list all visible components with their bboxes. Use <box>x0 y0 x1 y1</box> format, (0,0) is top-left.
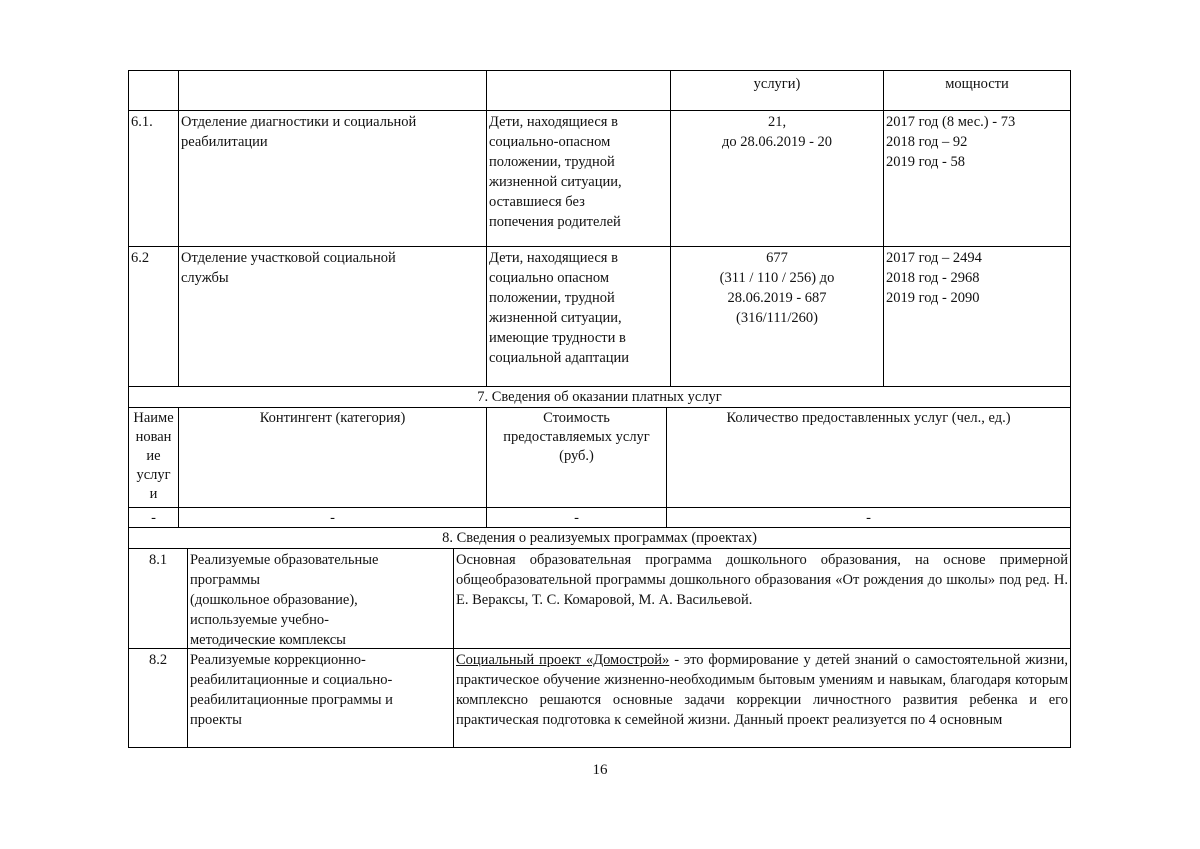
row-6-1-count: 21, до 28.06.2019 - 20 <box>670 110 884 247</box>
row-6-2-num: 6.2 <box>128 246 179 387</box>
row-8-2-text <box>453 648 1071 748</box>
project-title: Социальный проект «Домострой» <box>456 652 670 668</box>
section-7-empty-quantity: - <box>666 507 1071 528</box>
section-7-col-contingent: Контингент (категория) <box>178 407 487 508</box>
row-6-1-name: Отделение диагностики и социальной реабилитации <box>178 110 487 247</box>
project-description: - это формирование у детей знаний о самостоятельной жизни, практическое обучение жизненно-необходимым бытовым умениям и навыкам, благодаря которым комплексно решаются основные задачи коррекции личностного развития ребенка и его практическая подготовка к семейной жизни. Данный проект реализуется по 4 основным <box>456 652 1068 728</box>
section-7-empty-cost: - <box>486 507 667 528</box>
row-6-1-num: 6.1. <box>128 110 179 247</box>
section-7-col-cost: Стоимость предоставляемых услуг (руб.) <box>486 407 667 508</box>
section-7-title: 7. Сведения об оказании платных услуг <box>128 386 1071 408</box>
section-8-title: 8. Сведения о реализуемых программах (проектах) <box>128 527 1071 549</box>
section-7-col-quantity: Количество предоставленных услуг (чел., ед.) <box>666 407 1071 508</box>
row-8-2-label: Реализуемые коррекционно- реабилитационные и социально- реабилитационные программы и проекты <box>187 648 454 748</box>
section-7-empty-contingent: - <box>178 507 487 528</box>
section-7-empty-name: - <box>128 507 179 528</box>
row-8-2-num: 8.2 <box>128 648 188 748</box>
row-8-1-text: Основная образовательная программа дошкольного образования, на основе примерной общеобразовательной программы дошкольного образования «От рождения до школы» под ред. Н. Е. Вераксы, Т. С. Комаровой, М. А. Васильевой. <box>453 548 1071 649</box>
header-services-cell: услуги) <box>670 70 884 111</box>
row-8-1-num: 8.1 <box>128 548 188 649</box>
row-6-1-dynamics: 2017 год (8 мес.) - 73 2018 год – 92 2019 год - 58 <box>883 110 1071 247</box>
header-target-cell <box>486 70 671 111</box>
header-capacity-cell: мощности <box>883 70 1071 111</box>
row-8-1-label: Реализуемые образовательные программы (дошкольное образование), используемые учебно- методические комплексы <box>187 548 454 649</box>
row-6-2-target: Дети, находящиеся в социально опасном положении, трудной жизненной ситуации, имеющие трудности в социальной адаптации <box>486 246 671 387</box>
row-6-2-name: Отделение участковой социальной службы <box>178 246 487 387</box>
row-6-1-target: Дети, находящиеся в социально-опасном положении, трудной жизненной ситуации, оставшиеся без попечения родителей <box>486 110 671 247</box>
header-name-cell <box>178 70 487 111</box>
header-num-cell <box>128 70 179 111</box>
section-7-col-name: Наиме нован ие услуг и <box>128 407 179 508</box>
row-6-2-count: 677 (311 / 110 / 256) до 28.06.2019 - 687 (316/111/260) <box>670 246 884 387</box>
page-number: 16 <box>592 762 608 778</box>
row-6-2-dynamics: 2017 год – 2494 2018 год - 2968 2019 год - 2090 <box>883 246 1071 387</box>
